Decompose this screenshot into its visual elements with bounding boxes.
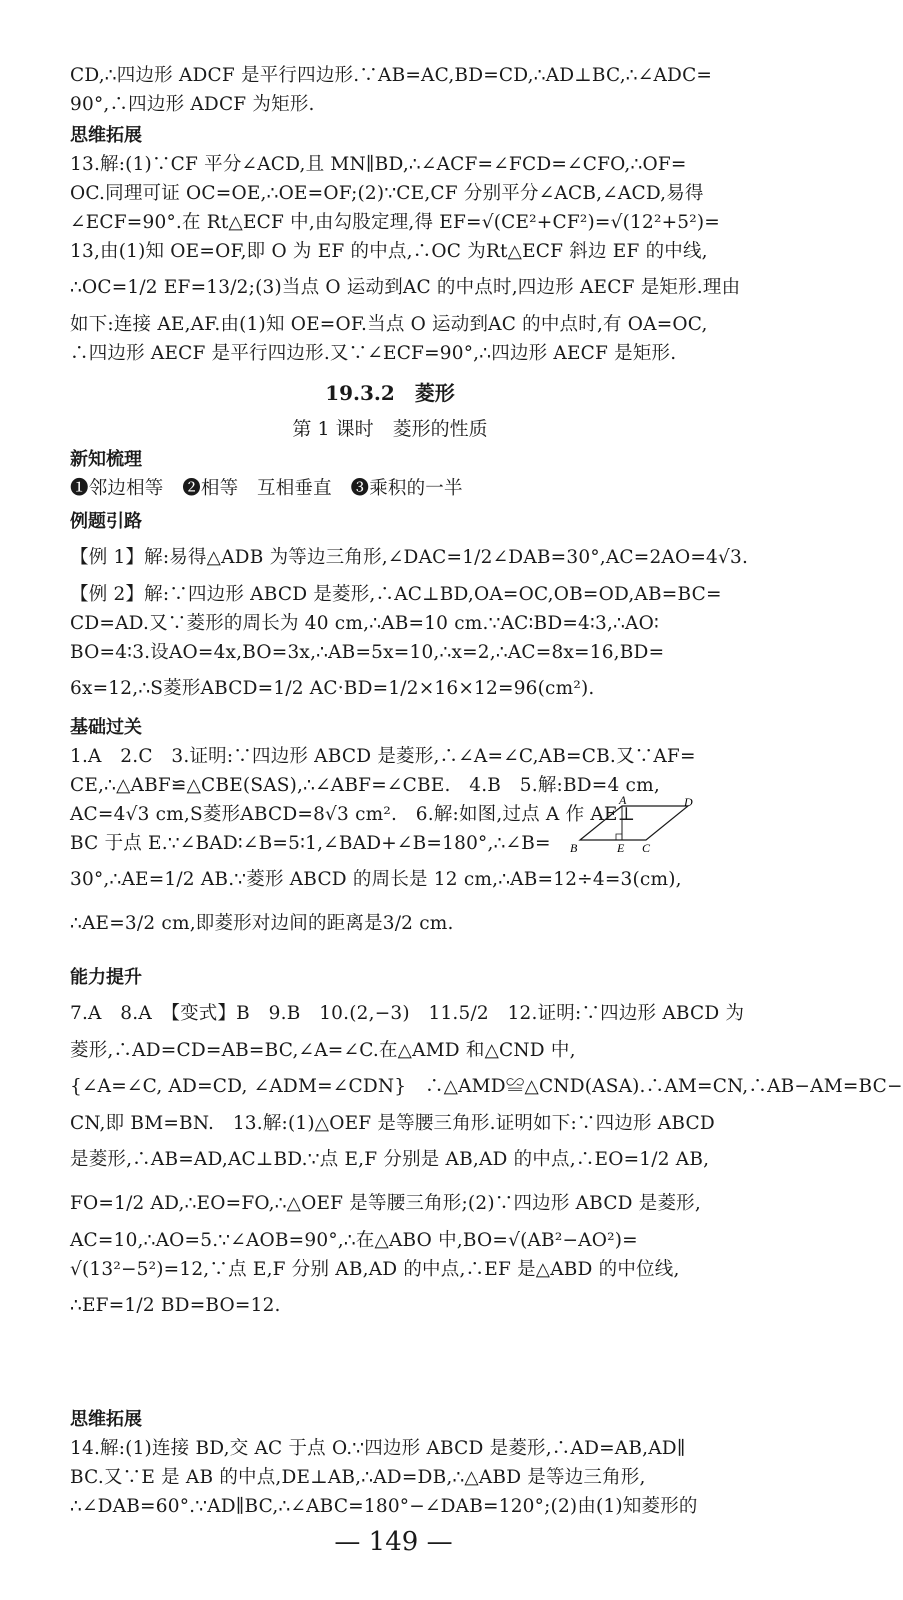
text-line: CN,即 BM=BN. 13.解:(1)△OEF 是等腰三角形.证明如下:∵四边形 ABCD bbox=[70, 1113, 715, 1134]
section-heading: 例题引路 bbox=[70, 511, 142, 532]
section-heading: 新知梳理 bbox=[70, 449, 142, 470]
text-line: ∴∠DAB=60°.∵AD∥BC,∴∠ABC=180°−∠DAB=120°;(2)由(1)知菱形的 bbox=[70, 1496, 698, 1517]
section-heading: 思维拓展 bbox=[70, 125, 142, 146]
text-line: OC.同理可证 OC=OE,∴OE=OF;(2)∵CE,CF 分别平分∠ACB,∠ACD,易得 bbox=[70, 183, 704, 204]
section-subtitle: 第 1 课时 菱形的性质 bbox=[292, 418, 488, 440]
rhombus-figure bbox=[570, 793, 700, 858]
text-line: 【例 1】解:易得△ADB 为等边三角形,∠DAC=1/2∠DAB=30°,AC=2AO=4√3. bbox=[70, 547, 749, 568]
section-header bbox=[70, 380, 710, 450]
text-line: ∴AE=3/2 cm,即菱形对边间的距离是3/2 cm. bbox=[70, 913, 454, 934]
new-knowledge bbox=[70, 448, 710, 506]
text-line: 13,由(1)知 OE=OF,即 O 为 EF 的中点,∴OC 为Rt△ECF 斜边 EF 的中线, bbox=[70, 241, 708, 262]
examples bbox=[70, 510, 749, 714]
text-line: ❶邻边相等 ❷相等 互相垂直 ❸乘积的一半 bbox=[70, 478, 463, 499]
text-line: ∴OC=1/2 EF=13/2;(3)当点 O 运动到AC 的中点时,四边形 AECF 是矩形.理由 bbox=[70, 277, 741, 298]
text-line: 如下:连接 AE,AF.由(1)知 OE=OF.当点 O 运动到AC 的中点时,有 OA=OC, bbox=[70, 314, 708, 335]
text-line: FO=1/2 AD,∴EO=FO,∴△OEF 是等腰三角形;(2)∵四边形 ABCD 是菱形, bbox=[70, 1193, 701, 1214]
ability bbox=[70, 966, 903, 1331]
text-line: 1.A 2.C 3.证明:∵四边形 ABCD 是菱形,∴∠A=∠C,AB=CB.又∵AF= bbox=[70, 746, 696, 767]
label-b: B bbox=[570, 841, 578, 855]
label-a: A bbox=[619, 793, 627, 807]
text-line: 30°,∴AE=1/2 AB.∵菱形 ABCD 的周长是 12 cm,∴AB=12÷4=3(cm), bbox=[70, 869, 682, 890]
text-line: 6x=12,∴S菱形ABCD=1/2 AC·BD=1/2×16×12=96(cm²). bbox=[70, 678, 595, 699]
text-line: 13.解:(1)∵CF 平分∠ACD,且 MN∥BD,∴∠ACF=∠FCD=∠CFO,∴OF= bbox=[70, 154, 687, 175]
text-line: 90°,∴四边形 ADCF 为矩形. bbox=[70, 94, 315, 115]
solution-continued bbox=[70, 64, 713, 122]
rhombus-shape bbox=[580, 806, 688, 840]
text-line: {∠A=∠C, AD=CD, ∠ADM=∠CDN} ∴△AMD≌△CND(ASA).∴AM=CN,∴AB−AM=BC− bbox=[70, 1076, 903, 1097]
label-e: E bbox=[617, 841, 625, 855]
right-angle-mark bbox=[616, 834, 622, 840]
section-heading: 基础过关 bbox=[70, 717, 142, 738]
text-line: 7.A 8.A 【变式】B 9.B 10.(2,−3) 11.5/2 12.证明:∵四边形 ABCD 为 bbox=[70, 1003, 745, 1024]
label-d: D bbox=[684, 795, 693, 809]
text-line: AC=10,∴AO=5.∵∠AOB=90°,∴在△ABO 中,BO=√(AB²−AO²)= bbox=[70, 1230, 638, 1251]
text-line: ∴四边形 AECF 是平行四边形.又∵∠ECF=90°,∴四边形 AECF 是矩形. bbox=[70, 343, 677, 364]
section-heading: 思维拓展 bbox=[70, 1409, 142, 1430]
section-heading: 能力提升 bbox=[70, 967, 142, 988]
text-line: ∴EF=1/2 BD=BO=12. bbox=[70, 1295, 281, 1316]
label-c: C bbox=[642, 841, 651, 855]
text-line: √(13²−5²)=12,∵点 E,F 分别 AB,AD 的中点,∴EF 是△ABD 的中位线, bbox=[70, 1259, 680, 1280]
thinking-extension-1 bbox=[70, 124, 741, 371]
text-line: ∠ECF=90°.在 Rt△ECF 中,由勾股定理,得 EF=√(CE²+CF²)=√(12²+5²)= bbox=[70, 212, 720, 233]
text-line: BC.又∵E 是 AB 的中点,DE⊥AB,∴AD=DB,∴△ABD 是等边三角形, bbox=[70, 1467, 646, 1488]
text-line: BC 于点 E.∵∠BAD∶∠B=5∶1,∠BAD+∠B=180°,∴∠B= bbox=[70, 833, 551, 854]
text-line: CD,∴四边形 ADCF 是平行四边形.∵AB=AC,BD=CD,∴AD⊥BC,∴∠ADC= bbox=[70, 65, 713, 86]
text-line: 【例 2】解:∵四边形 ABCD 是菱形,∴AC⊥BD,OA=OC,OB=OD,AB=BC= bbox=[70, 584, 722, 605]
text-line: 14.解:(1)连接 BD,交 AC 于点 O.∵四边形 ABCD 是菱形,∴AD=AB,AD∥ bbox=[70, 1438, 686, 1459]
text-line: 菱形,∴AD=CD=AB=BC,∠A=∠C.在△AMD 和△CND 中, bbox=[70, 1040, 576, 1061]
text-line: CE,∴△ABF≌△CBE(SAS),∴∠ABF=∠CBE. 4.B 5.解:BD=4 cm, bbox=[70, 775, 660, 796]
thinking-extension-2 bbox=[70, 1408, 710, 1524]
text-line: CD=AD.又∵菱形的周长为 40 cm,∴AB=10 cm.∵AC∶BD=4∶3,∴AO∶ bbox=[70, 613, 659, 634]
text-line: 是菱形,∴AB=AD,AC⊥BD.∵点 E,F 分别是 AB,AD 的中点,∴EO=1/2 AB, bbox=[70, 1149, 710, 1170]
section-title: 19.3.2 菱形 bbox=[325, 381, 455, 405]
text-line: AC=4√3 cm,S菱形ABCD=8√3 cm². 6.解:如图,过点 A 作 AE⊥ bbox=[70, 804, 636, 825]
page-number: — 149 — bbox=[334, 1527, 453, 1557]
text-line: BO=4∶3.设AO=4x,BO=3x,∴AB=5x=10,∴x=2,∴AC=8x=16,BD= bbox=[70, 642, 665, 663]
